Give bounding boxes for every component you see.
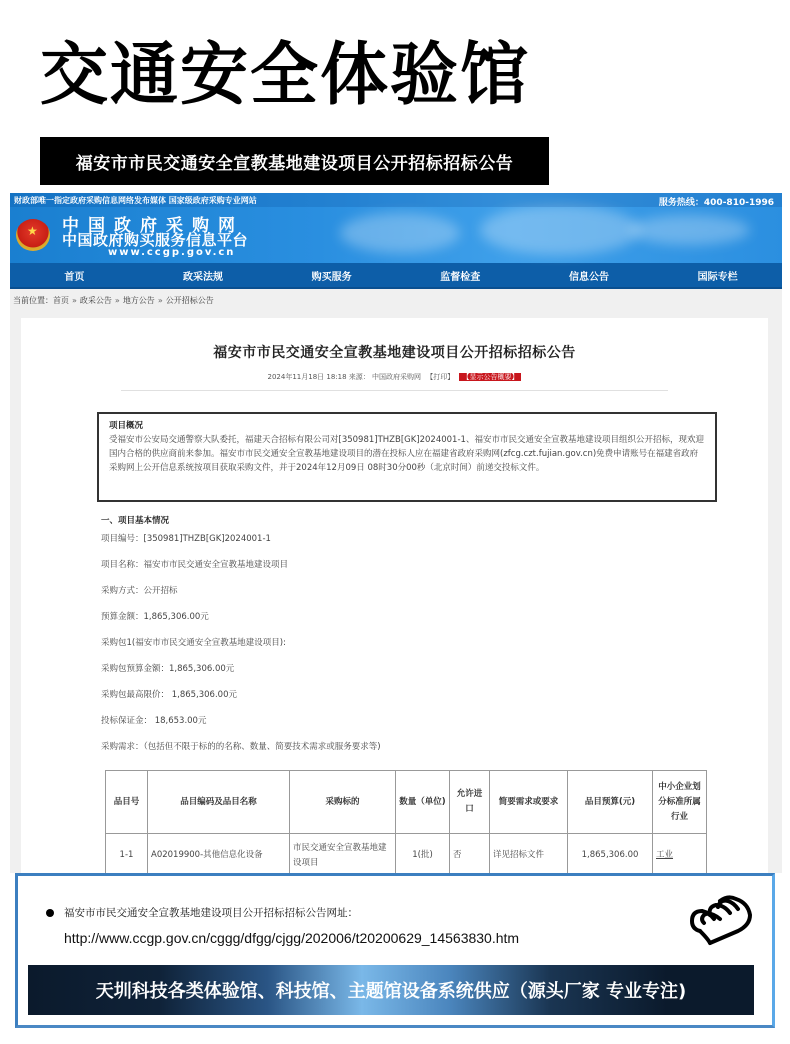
project-number: 项目编号：[350981]THZB[GK]2024001-1 bbox=[101, 534, 271, 544]
package-name: 采购包1(福安市市民交通安全宣教基地建设项目): bbox=[101, 638, 286, 648]
url-label: 福安市市民交通安全宣教基地建设项目公开招标招标公告网址： bbox=[64, 907, 358, 919]
cell-quantity: 1(批) bbox=[396, 834, 450, 874]
site-header bbox=[10, 193, 782, 263]
print-link[interactable]: 【打印】 bbox=[426, 373, 455, 381]
source-name: 中国政府采购网 bbox=[372, 373, 422, 381]
top-slogan: 财政部唯一指定政府采购信息网络发布媒体 国家级政府采购专业网站 bbox=[14, 196, 257, 205]
col-import-allowed: 允许进口 bbox=[450, 771, 490, 834]
package-budget: 采购包预算金额：1,865,306.00元 bbox=[101, 664, 235, 674]
logo-url: www.ccgp.gov.cn bbox=[108, 247, 236, 258]
nav-purchase-services[interactable]: 购买服务 bbox=[311, 271, 352, 283]
cell-item-budget: 1,865,306.00 bbox=[568, 834, 653, 874]
cell-import-allowed: 否 bbox=[450, 834, 490, 874]
section-heading: 一、项目基本情况 bbox=[101, 516, 170, 526]
nav-regulations[interactable]: 政采法规 bbox=[182, 271, 223, 283]
industry-link[interactable]: 工业 bbox=[656, 850, 674, 860]
breadcrumb-separator: » bbox=[157, 295, 163, 305]
breadcrumb-label: 当前位置： bbox=[13, 295, 53, 305]
cell-item-no: 1-1 bbox=[106, 834, 148, 874]
publish-datetime: 2024年11月18日 18:18 bbox=[267, 373, 347, 381]
service-hotline: 服务热线：400-810-1996 bbox=[658, 198, 774, 208]
cell-sme-industry[interactable] bbox=[653, 834, 707, 874]
items-table bbox=[105, 770, 707, 873]
cell-subject: 市民交通安全宣教基地建设项目 bbox=[290, 834, 396, 874]
main-nav bbox=[10, 263, 782, 289]
supplier-banner: 天圳科技各类体验馆、科技馆、主题馆设备系统供应（源头厂家 专业专注) bbox=[28, 965, 754, 1015]
breadcrumb-home[interactable]: 首页 bbox=[53, 295, 69, 305]
pointing-hand-icon bbox=[680, 891, 760, 953]
cell-item-code-name: A02019900-其他信息化设备 bbox=[148, 834, 290, 874]
overview-text: 受福安市公安局交通警察大队委托，福建天合招标有限公司对[350981]THZB[GK]2024001-1、福安市市民交通安全宣教基地建设项目组织公开招标，现欢迎国内合格的供应商前来参加。福安市市民交通安全宣教基地建设项目的潜在投标人应在福建省政府采购网(zfcg.czt.fujian.gov.cn)免费申请账号在福建省政府采购网上公开信息系统按项目获取采购文件，并于2024年12月09日 08时30分00秒（北京时间）前递交投标文件。 bbox=[109, 435, 704, 473]
logo-subtitle: 中国政府购买服务信息平台 bbox=[62, 231, 249, 249]
breadcrumb-gov-procurement[interactable]: 政采公告 bbox=[79, 295, 112, 305]
national-emblem-icon bbox=[16, 219, 50, 251]
hero-title: 交通安全体验馆 bbox=[40, 36, 531, 115]
nav-announcements[interactable]: 信息公告 bbox=[568, 271, 609, 283]
star-icon: ★ bbox=[27, 224, 38, 238]
cloud-decoration bbox=[480, 205, 640, 255]
budget-amount: 预算金额：1,865,306.00元 bbox=[101, 612, 209, 622]
breadcrumb bbox=[10, 289, 782, 311]
url-callout bbox=[15, 873, 775, 1028]
col-item-no: 品目号 bbox=[106, 771, 148, 834]
source-label: 来源： bbox=[348, 373, 370, 381]
col-subject: 采购标的 bbox=[290, 771, 396, 834]
hero-subtitle: 福安市市民交通安全宣教基地建设项目公开招标招标公告 bbox=[40, 137, 549, 185]
breadcrumb-separator: » bbox=[72, 295, 77, 305]
notice-content bbox=[21, 318, 768, 873]
bullet-icon bbox=[46, 909, 54, 917]
cell-requirements: 详见招标文件 bbox=[490, 834, 568, 874]
col-quantity: 数量（单位) bbox=[396, 771, 450, 834]
nav-supervision[interactable]: 监督检查 bbox=[440, 271, 481, 283]
logo-title[interactable]: 中国政府采购网 bbox=[62, 216, 244, 236]
col-item-budget: 品目预算(元) bbox=[568, 771, 653, 834]
procurement-method: 采购方式：公开招标 bbox=[101, 586, 178, 596]
notice-title: 福安市市民交通安全宣教基地建设项目公开招标招标公告 bbox=[213, 345, 576, 361]
table-header-row bbox=[106, 771, 707, 834]
overview-title: 项目概况 bbox=[109, 421, 144, 431]
divider bbox=[121, 390, 668, 391]
breadcrumb-separator: » bbox=[114, 295, 120, 305]
col-item-code-name: 品目编码及品目名称 bbox=[148, 771, 290, 834]
max-price: 采购包最高限价： 1,865,306.00元 bbox=[101, 690, 237, 700]
cloud-decoration bbox=[340, 213, 460, 253]
notice-meta bbox=[21, 372, 768, 382]
project-overview-box bbox=[97, 412, 717, 502]
table-row bbox=[106, 834, 707, 874]
col-requirements: 简要需求或要求 bbox=[490, 771, 568, 834]
cloud-decoration bbox=[630, 215, 750, 245]
nav-international[interactable]: 国际专栏 bbox=[697, 271, 738, 283]
col-sme-industry: 中小企业划分标准所属行业 bbox=[653, 771, 707, 834]
project-name: 项目名称：福安市市民交通安全宣教基地建设项目 bbox=[101, 560, 289, 570]
breadcrumb-open-tender[interactable]: 公开招标公告 bbox=[165, 295, 214, 305]
nav-home[interactable]: 首页 bbox=[64, 271, 85, 283]
website-screenshot bbox=[10, 193, 782, 873]
breadcrumb-local[interactable]: 地方公告 bbox=[122, 295, 155, 305]
bid-deposit: 投标保证金： 18,653.00元 bbox=[101, 716, 207, 726]
procurement-requirements: 采购需求：（包括但不限于标的的名称、数量、简要技术需求或服务要求等) bbox=[101, 742, 381, 752]
show-summary-button[interactable]: 【显示公告概要】 bbox=[459, 373, 521, 381]
notice-url-link[interactable]: http://www.ccgp.gov.cn/cggg/dfgg/cjgg/202006/t20200629_14563830.htm bbox=[64, 930, 520, 946]
